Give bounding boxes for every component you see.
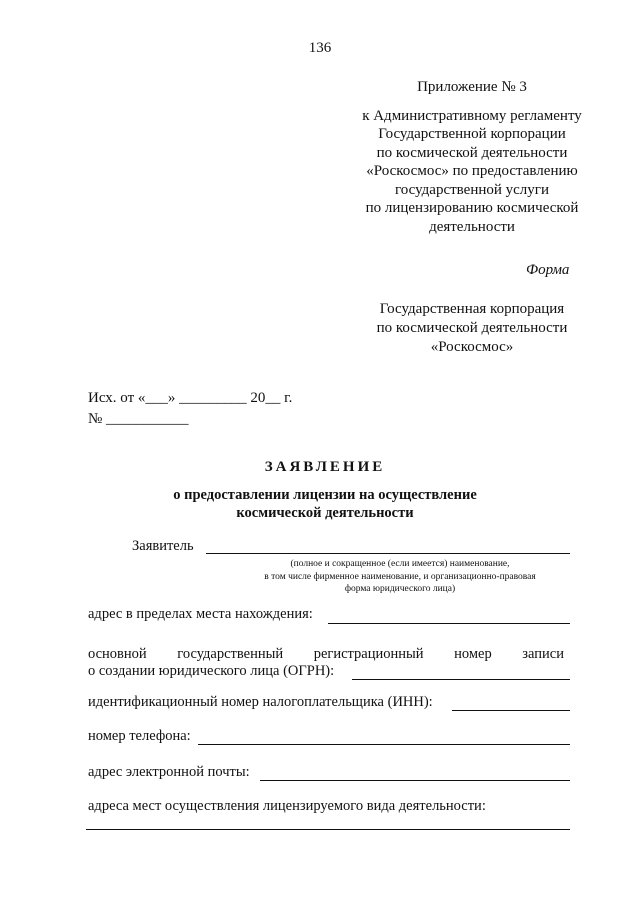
recipient-line: «Роскосмос» <box>430 339 514 355</box>
note-line: (полное и сокращенное (если имеется) наименование, <box>290 559 510 569</box>
document-subtitle <box>0 486 640 522</box>
inn-label: идентификационный номер налогоплательщика (ИНН): <box>88 694 433 710</box>
inn-line[interactable] <box>452 710 570 711</box>
subtitle-line: космической деятельности <box>236 505 414 521</box>
ogrn-word: государственный <box>177 646 284 662</box>
activity-addresses-label: адреса мест осуществления лицензируемого вида деятельности: <box>88 798 486 814</box>
applicant-note <box>240 558 560 596</box>
ogrn-word: номер <box>454 646 492 662</box>
phone-label: номер телефона: <box>88 728 191 744</box>
appendix-line: Государственной корпорации <box>378 126 566 142</box>
appendix-line: «Роскосмос» по предоставлению <box>366 163 578 179</box>
applicant-line[interactable] <box>206 553 570 554</box>
appendix-block <box>358 78 586 236</box>
note-line: в том числе фирменное наименование, и организационно-правовая <box>264 571 536 582</box>
document-title: ЗАЯВЛЕНИЕ <box>264 459 386 475</box>
appendix-line: к Административному регламенту <box>362 107 582 124</box>
subtitle-line: о предоставлении лицензии на осуществление <box>173 487 477 503</box>
outgoing-reference <box>88 388 292 430</box>
ogrn-row <box>88 646 564 663</box>
appendix-title: Приложение № 3 <box>417 79 527 95</box>
appendix-line: по лицензированию космической <box>365 200 579 216</box>
phone-line[interactable] <box>198 744 570 745</box>
address-line[interactable] <box>328 623 570 624</box>
ogrn-word: записи <box>522 646 564 662</box>
ogrn-word: регистрационный <box>313 646 424 662</box>
email-label: адрес электронной почты: <box>88 764 250 780</box>
activity-addresses-line[interactable] <box>86 829 570 830</box>
page-number: 136 <box>308 40 332 56</box>
applicant-label: Заявитель <box>132 538 194 554</box>
note-line: форма юридического лица) <box>344 584 456 594</box>
outgoing-number: № ___________ <box>88 411 189 427</box>
recipient-block <box>358 300 586 357</box>
ogrn-word: основной <box>88 646 147 662</box>
appendix-line: государственной услуги <box>395 181 549 198</box>
form-label: Форма <box>526 262 570 278</box>
address-label: адрес в пределах места нахождения: <box>88 606 313 622</box>
appendix-line: по космической деятельности <box>376 144 568 161</box>
ogrn-line[interactable] <box>352 679 570 680</box>
outgoing-date: Исх. от «___» _________ 20__ г. <box>88 390 293 406</box>
recipient-line: Государственная корпорация <box>379 301 565 317</box>
email-line[interactable] <box>260 780 570 781</box>
ogrn-label: о создании юридического лица (ОГРН): <box>88 663 335 679</box>
appendix-line: деятельности <box>429 218 515 235</box>
recipient-line: по космической деятельности <box>376 320 568 336</box>
